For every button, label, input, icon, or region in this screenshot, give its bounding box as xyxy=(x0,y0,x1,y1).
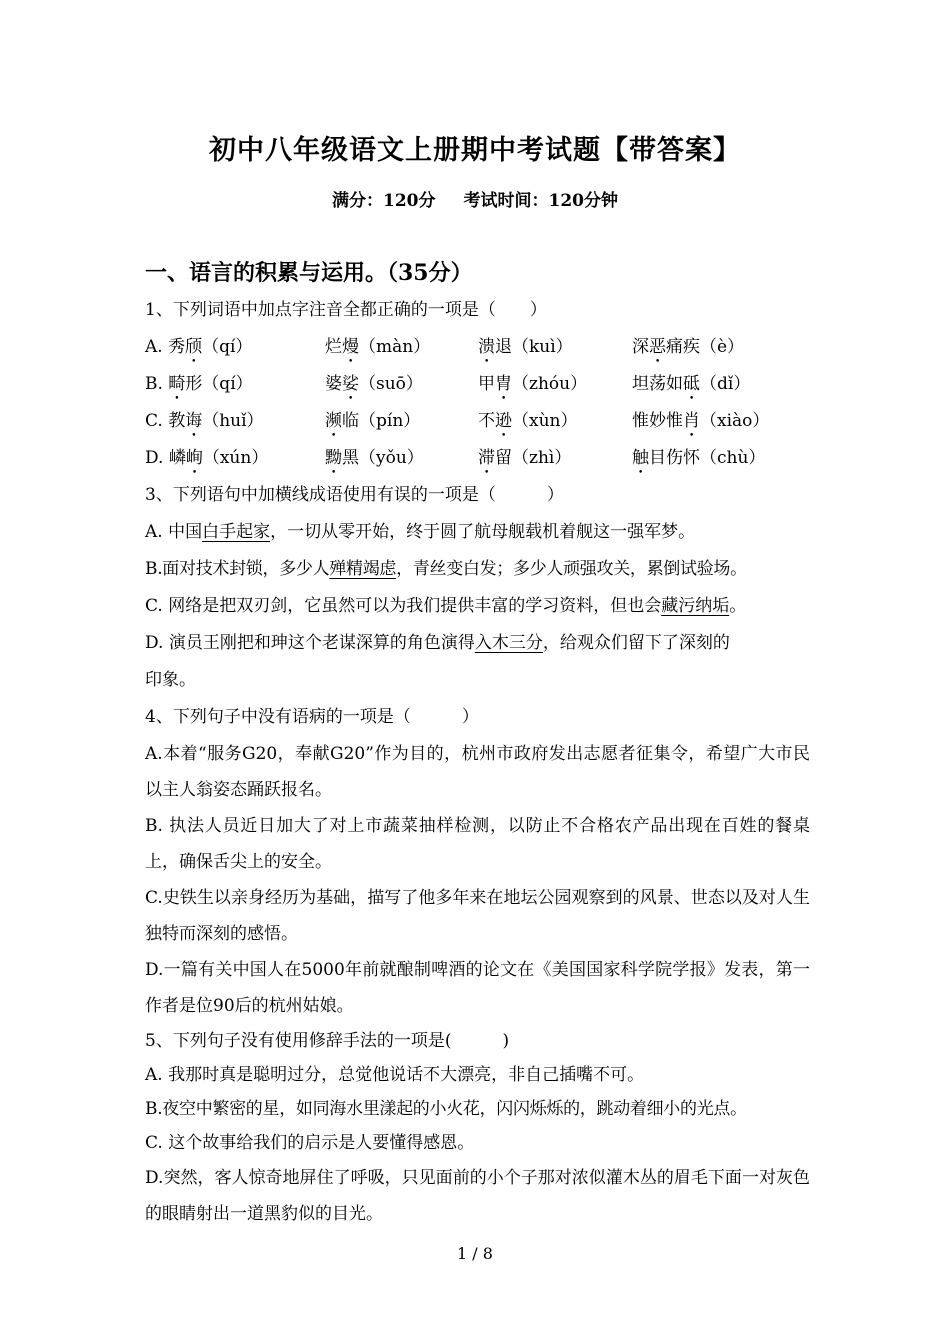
dotted-char: 滞 xyxy=(478,448,495,468)
dotted-char: 恶 xyxy=(649,337,666,357)
question-3-option-d-cont: 印象。 xyxy=(145,670,196,690)
word-option: 不逊（xùn） xyxy=(478,411,578,431)
page-number: 1 / 8 xyxy=(457,1244,493,1263)
full-score: 满分：120分 xyxy=(332,191,436,211)
question-3-option-c: C. 网络是把双刃剑，它虽然可以为我们提供丰富的学习资料，但也会藏污纳垢。 xyxy=(145,596,747,616)
dotted-char: 砥 xyxy=(683,374,700,394)
question-3-option-b: B.面对技术封锁，多少人殚精竭虑，青丝变白发；多少人顽强攻关，累倒试验场。 xyxy=(145,559,747,579)
dotted-char: 畸 xyxy=(168,374,186,394)
question-1-option-row xyxy=(145,329,810,366)
question-5-option-a: A. 我那时真是聪明过分，总觉他说话不大漂亮，非自己插嘴不可。 xyxy=(145,1065,645,1085)
word-option: 烂熳（màn） xyxy=(325,337,431,357)
dotted-char: 胄 xyxy=(495,374,512,394)
question-4-option-a: A.本着“服务G20，奉献G20”作为目的，杭州市政府发出志愿者征集令，希望广大市民以主人翁姿态踊跃报名。 xyxy=(145,744,810,800)
dotted-char: 溃 xyxy=(478,337,495,357)
word-option: 濒临（pín） xyxy=(325,411,421,431)
word-option: 触目伤怀（chù） xyxy=(632,448,766,468)
word-option: 惟妙惟肖（xiào） xyxy=(632,411,770,431)
word-option: 深恶痛疾（è） xyxy=(632,337,745,357)
dotted-char: 逊 xyxy=(495,411,512,431)
dotted-char: 熳 xyxy=(342,337,359,357)
question-1-option-row xyxy=(145,403,810,440)
word-option: 黝黑（yǒu） xyxy=(325,448,424,468)
document-title: 初中八年级语文上册期中考试题【带答案】 xyxy=(209,135,741,166)
question-4-option-c: C.史铁生以亲身经历为基础，描写了他多年来在地坛公园观察到的风景、世态以及对人生独特而深刻的感悟。 xyxy=(145,888,810,944)
question-5-stem: 5、下列句子没有使用修辞手法的一项是( ) xyxy=(145,1031,510,1051)
question-1-option-row xyxy=(145,440,810,477)
exam-meta xyxy=(0,186,950,211)
question-4-stem: 4、下列句子中没有语病的一项是（ ） xyxy=(145,707,479,727)
word-option: 甲胄（zhóu） xyxy=(478,374,588,394)
exam-time: 考试时间：120分钟 xyxy=(463,191,618,211)
word-option: 滞留（zhì） xyxy=(478,448,572,468)
word-option: D. 嶙峋（xún） xyxy=(145,448,269,468)
dotted-char: 黝 xyxy=(325,448,342,468)
question-5-option-c: C. 这个故事给我们的启示是人要懂得感恩。 xyxy=(145,1133,475,1153)
section-heading: 一、语言的积累与运用。（35分） xyxy=(145,260,473,286)
dotted-char: 肖 xyxy=(683,411,700,431)
question-content xyxy=(145,292,810,1232)
question-4-option-d: D.一篇有关中国人在5000年前就酿制啤酒的论文在《美国国家科学院学报》发表，第一作者是位90后的杭州姑娘。 xyxy=(145,960,810,1016)
word-option: B. 畸形（qí） xyxy=(145,374,253,394)
word-option: C. 教诲（huǐ） xyxy=(145,411,264,431)
word-option: A. 秀颀（qí） xyxy=(145,337,253,357)
question-5-option-b: B.夜空中繁密的星，如同海水里漾起的小火花，闪闪烁烁的，跳动着细小的光点。 xyxy=(145,1099,747,1119)
question-4-option-b: B. 执法人员近日加大了对上市蔬菜抽样检测，以防止不合格农产品出现在百姓的餐桌上，确保舌尖上的安全。 xyxy=(145,816,810,872)
question-3-stem: 3、下列语句中加横线成语使用有误的一项是（ ） xyxy=(145,485,564,505)
question-5-option-d: D.突然，客人惊奇地屏住了呼吸，只见面前的小个子那对浓似灌木丛的眉毛下面一对灰色的眼睛射出一道黑豹似的目光。 xyxy=(145,1168,810,1224)
word-option: 婆娑（suō） xyxy=(325,374,423,394)
word-option: 坦荡如砥（dǐ） xyxy=(632,374,751,394)
dotted-char: 触 xyxy=(632,448,649,468)
dotted-char: 颀 xyxy=(185,337,203,357)
question-3-option-d: D. 演员王刚把和珅这个老谋深算的角色演得入木三分，给观众们留下了深刻的 xyxy=(145,633,730,653)
question-3-option-a: A. 中国白手起家，一切从零开始，终于圆了航母舰载机着舰这一强军梦。 xyxy=(145,522,696,542)
word-option: 溃退（kuì） xyxy=(478,337,573,357)
question-1-option-row xyxy=(145,366,810,403)
question-1-options xyxy=(145,329,810,477)
dotted-char: 濒 xyxy=(325,411,342,431)
question-1-stem: 1、下列词语中加点字注音全都正确的一项是（ ） xyxy=(145,300,547,320)
dotted-char: 娑 xyxy=(342,374,359,394)
dotted-char: 峋 xyxy=(185,448,203,468)
dotted-char: 诲 xyxy=(185,411,203,431)
